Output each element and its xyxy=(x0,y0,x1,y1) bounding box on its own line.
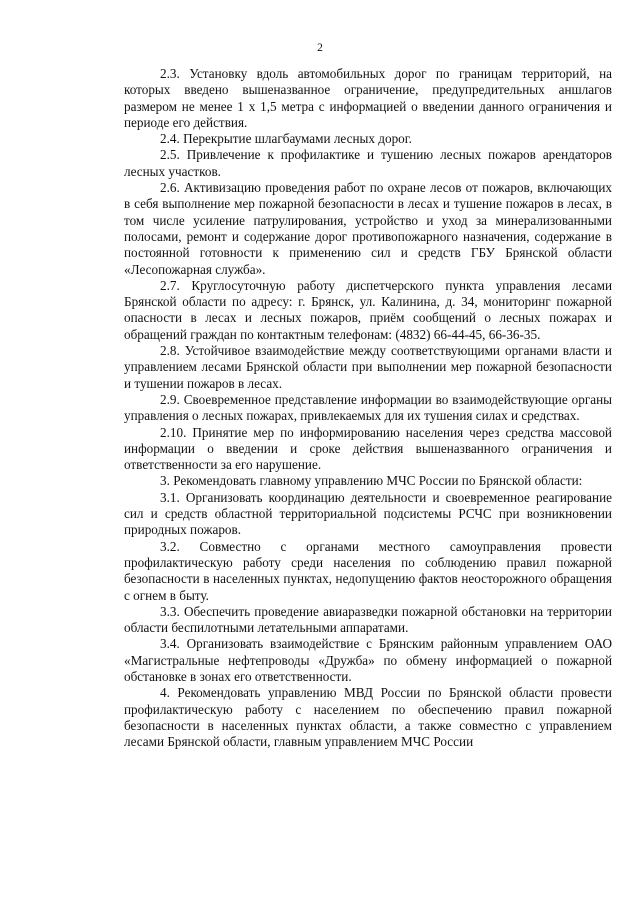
paragraph-2-8: 2.8. Устойчивое взаимодействие между соответствующими органами власти и управлением лесами Брянской области при выполнении мер пожарной безопасности и тушении пожаров в лесах. xyxy=(124,343,612,391)
paragraph-3-3: 3.3. Обеспечить проведение авиаразведки пожарной обстановки на территории области беспилотными летательными аппаратами. xyxy=(124,603,612,636)
paragraph-2-4: 2.4. Перекрытие шлагбаумами лесных дорог. xyxy=(160,131,412,147)
paragraph-3-4: 3.4. Организовать взаимодействие с Брянским районным управлением ОАО «Магистральные нефтепроводы «Дружба» по обмену информацией о пожарной обстановке в зонах его ответственности. xyxy=(124,636,612,684)
paragraph-2-10: 2.10. Принятие мер по информированию населения через средства массовой информации о введении и сроке действия вышеназванного ограничения и ответственности за его нарушение. xyxy=(124,424,612,473)
paragraph-3-1: 3.1. Организовать координацию деятельности и своевременное реагирование сил и средств областной территориальной подсистемы РСЧС при возникновении природных пожаров. xyxy=(124,489,612,538)
document-body xyxy=(124,66,612,750)
paragraph-2-7: 2.7. Круглосуточную работу диспетчерского пункта управления лесами Брянской области по адресу: г. Брянск, ул. Калинина, д. 34, мониторинг пожарной опасности в лесах и лесных пожаров, приём сообщений о лесных пожарах и обращений граждан по контактным телефонам: (4832) 66-44-45, 66-36-35. xyxy=(124,277,612,342)
paragraph-2-6: 2.6. Активизацию проведения работ по охране лесов от пожаров, включающих в себя выполнение мер пожарной безопасности в лесах и тушение пожаров в лесах, в том числе усиление патрулирования, устройство и уход за минерализованными полосами, ремонт и содержание дорог противопожарного назначения, содержание в постоянной готовности к применению сил и средств ГБУ Брянской области «Лесопожарная служба». xyxy=(124,180,612,277)
page-number: 2 xyxy=(317,42,323,54)
paragraph-4: 4. Рекомендовать управлению МВД России по Брянской области провести профилактическую работу с населением по обеспечению правил пожарной безопасности в населенных пунктах области, а также совместно с управлением лесами Брянской области, главным управлением МЧС России xyxy=(124,685,612,750)
paragraph-2-5: 2.5. Привлечение к профилактике и тушению лесных пожаров арендаторов лесных участков. xyxy=(124,147,612,179)
paragraph-2-3: 2.3. Установку вдоль автомобильных дорог по границам территорий, на которых введено вышеназванное ограничение, предупредительных аншлагов размером не менее 1 х 1,5 метра с информацией о введении данного ограничения и периоде его действия. xyxy=(124,66,612,130)
paragraph-2-9: 2.9. Своевременное представление информации во взаимодействующие органы управления о лесных пожарах, привлекаемых для их тушения силах и средствах. xyxy=(124,391,612,424)
paragraph-3-2: 3.2. Совместно с органами местного самоуправления провести профилактическую работу среди населения по соблюдению правил пожарной безопасности в населенных пунктах, недопущению фактов неосторожного обращения с огнем в быту. xyxy=(124,538,612,603)
paragraph-3: 3. Рекомендовать главному управлению МЧС России по Брянской области: xyxy=(160,473,583,489)
